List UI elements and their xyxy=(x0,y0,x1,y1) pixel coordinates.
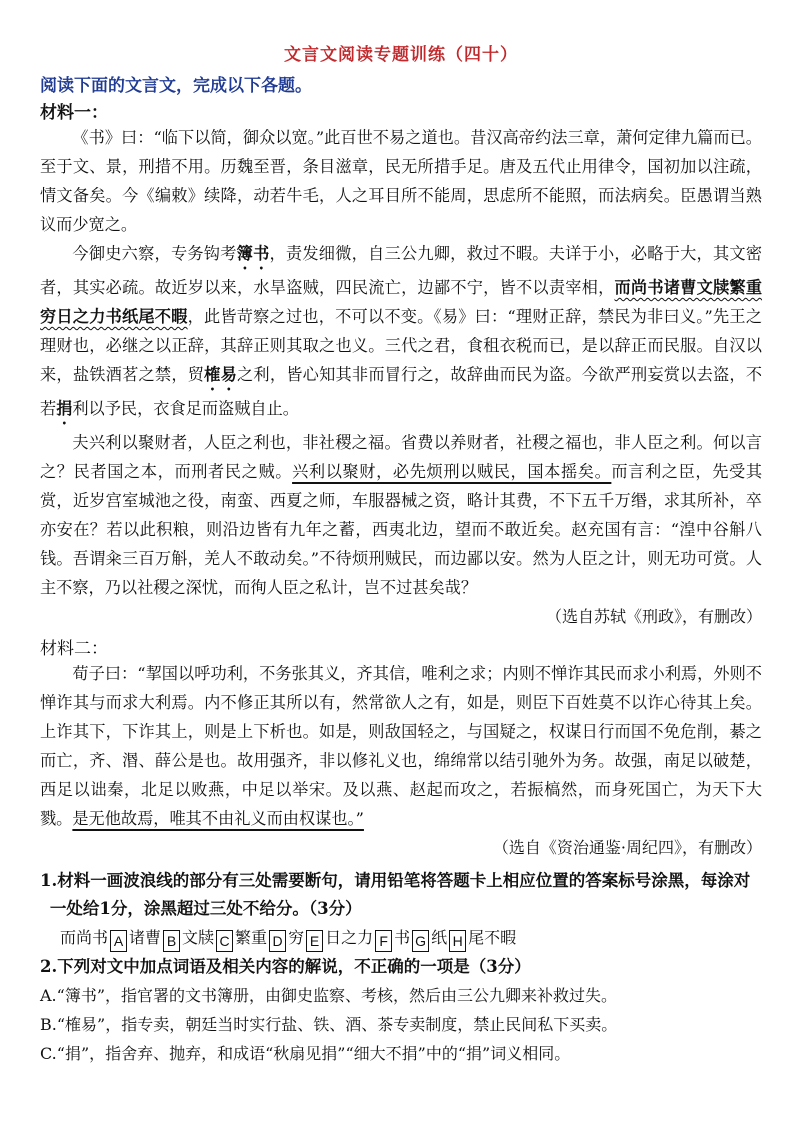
text-run: ，责发细微，自三公九卿，救过不暇。夫详于小，必略于大，其文密者，其实必疏。故近岁以来，水旱盗贼，四民流亡，边鄙不宁，皆不以责宰相， xyxy=(40,244,763,297)
material2-paragraph-1 xyxy=(40,659,762,833)
underlined-sentence-2: 是无他故焉，唯其不由礼义而由权谋也。” xyxy=(72,809,364,828)
text-run: 之利，皆心知其非而冒行之，故辞曲而民为盗。今欲严刑妄赏以去盗，不若 xyxy=(40,365,763,418)
answer-box-a[interactable]: A xyxy=(110,930,127,952)
segment: 穷 xyxy=(288,928,305,947)
segment: 书 xyxy=(394,928,411,947)
option-a[interactable]: A.“簿书”，指官署的文书簿册，由御史监察、考核，然后由三公九卿来补救过失。 xyxy=(40,986,618,1005)
segment: 而尚书 xyxy=(60,928,109,947)
dotted-term-boshu: 簿书 xyxy=(236,244,270,263)
question-1: 1.材料一画波浪线的部分有三处需要断句，请用铅笔将答题卡上相应位置的答案标号涂黑，每涂对一处给1分，涂黑超过三处不给分。（3分） xyxy=(40,871,751,918)
answer-box-e[interactable]: E xyxy=(306,930,323,952)
answer-box-b[interactable]: B xyxy=(163,930,180,952)
segment: 纸 xyxy=(431,928,448,947)
text-run: 利以予民，衣食足而盗贼自止。 xyxy=(72,399,299,418)
wavy-underline-passage: 而尚书诸曹文牍繁重穷日之力书纸尾不暇 xyxy=(40,278,763,326)
material1-paragraph-2 xyxy=(40,239,762,428)
segment: 诸曹 xyxy=(129,928,162,947)
underlined-sentence-1: 兴利以聚财，必先烦刑以贼民，国本摇矣。 xyxy=(292,462,612,481)
text-run: 荀子曰：“挈国以呼功利，不务张其义，齐其信，唯利之求；内则不惮诈其民而求小利焉，外则不惮诈其与而求大利焉。内不修正其所以有，然常欲人之有，如是，则臣下百姓莫不以诈心待其上矣。上诈其下，下诈其上，则是上下析也。如是，则敌国轻之，与国疑之，权谋日行而国不免危削，綦之而亡，齐、湣、薛公是也。故用强齐，非以修礼义也，绵绵常以结引驰外为务。故强，南足以破楚，西足以诎秦，北足以败燕，中足以举宋。及以燕、赵起而攻之，若振槁然，而身死国亡，为天下大戮。 xyxy=(40,664,762,828)
reading-instruction: 阅读下面的文言文，完成以下各题。 xyxy=(40,76,312,96)
text-run: 夫兴利以聚财者，人臣之利也，非社稷之福。省费以养财者，社稷之福也，非人臣之利。何以言之？民者国之本，而刑者民之贼。 xyxy=(40,433,762,481)
question-2: 2.下列对文中加点词语及相关内容的解说，不正确的一项是（3分） xyxy=(40,957,531,976)
dotted-term-queyi: 榷易 xyxy=(204,365,237,384)
segment: 日之力 xyxy=(325,928,374,947)
option-b[interactable]: B.“榷易”，指专卖，朝廷当时实行盐、铁、酒、茶专卖制度，禁止民间私下买卖。 xyxy=(40,1015,618,1034)
material1-paragraph-3 xyxy=(40,428,762,602)
answer-box-h[interactable]: H xyxy=(449,930,466,952)
segment: 尾不暇 xyxy=(468,928,517,947)
material1-paragraph-1: 《书》曰：“临下以简，御众以宽。”此百世不易之道也。昔汉高帝约法三章，萧何定律九篇而已。至于文、景，刑措不用。历魏至晋，条目滋章，民无所措手足。唐及五代止用律令，国初加以注疏，情文备矣。今《编敕》续降，动若牛毛，人之耳目所不能周，思虑所不能照，而法病矣。臣愚谓当熟议而少宽之。 xyxy=(40,128,762,234)
material2-source: （选自《资治通鉴·周纪四》，有删改） xyxy=(492,838,762,857)
segment: 繁重 xyxy=(235,928,268,947)
segment: 文牍 xyxy=(182,928,215,947)
material2-label: 材料二： xyxy=(40,639,108,659)
answer-row xyxy=(40,923,762,953)
answer-box-f[interactable]: F xyxy=(375,930,392,952)
answer-box-g[interactable]: G xyxy=(412,930,429,952)
text-run: 今御史六察，专务钩考 xyxy=(72,244,237,263)
page-title: 文言文阅读专题训练（四十） xyxy=(284,45,518,65)
option-c[interactable]: C.“捐”，指舍弃、抛弃，和成语“秋扇见捐”“细大不捐”中的“捐”词义相同。 xyxy=(40,1044,571,1063)
material1-source: （选自苏轼《刑政》，有删改） xyxy=(545,607,762,626)
answer-box-d[interactable]: D xyxy=(269,930,286,952)
text-run: ，此皆苛察之过也，不可以不变。《易》曰：“理财正辞，禁民为非曰义。”先王之理财也，必继之以正辞，其辞正则其取之也义。三代之君，食租衣税而已，是以辞正而民服。自汉以来，盐铁酒茗之禁，贸 xyxy=(40,307,763,384)
answer-box-c[interactable]: C xyxy=(216,930,233,952)
text-run: 而言利之臣，先受其赏，近岁宫室城池之役，南蛮、西夏之师，车服器械之资，略计其费，不下五千万缗，求其所补，卒亦安在？若以此积粮，则沿边皆有九年之蓄，西夷北边，望而不敢近矣。赵充国有言：“湟中谷斛八钱。吾谓籴三百万斛，羌人不敢动矣。”不待烦刑贼民，而边鄙以安。然为人臣之计，则无功可赏。人主不察，乃以社稷之深忧，而徇人臣之私计，岂不过甚矣哉？ xyxy=(40,462,763,597)
dotted-term-juan: 捐 xyxy=(56,399,73,418)
material1-label: 材料一： xyxy=(40,103,108,123)
